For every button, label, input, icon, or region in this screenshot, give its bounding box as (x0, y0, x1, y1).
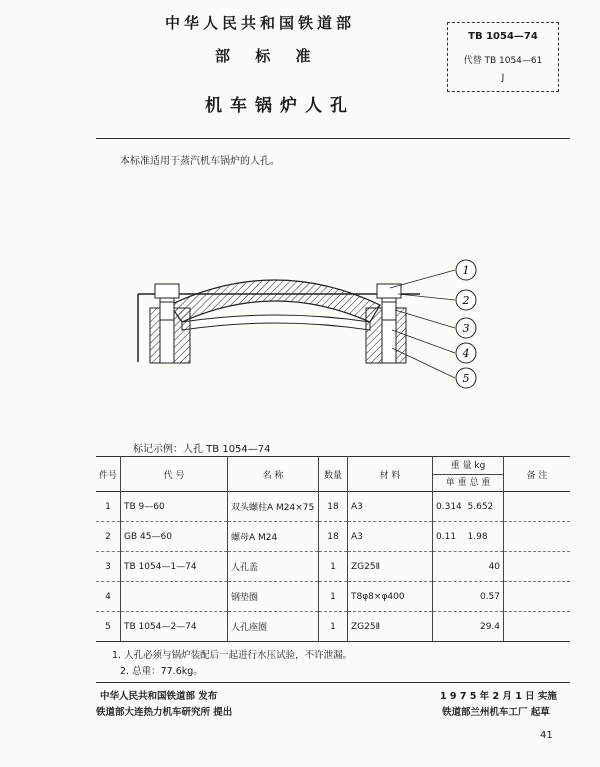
callout-1-label: 1 (462, 264, 470, 277)
proposer: 铁道部大连热力机车研究所 提出 (96, 707, 233, 718)
left-stud (160, 288, 174, 363)
cover-lip (182, 315, 370, 330)
scope-text: 本标准适用于蒸汽机车锅炉的人孔。 (120, 156, 280, 167)
callout-4-label: 4 (462, 347, 470, 360)
header-weight: 重 量 kg 单 重 总 重 (433, 457, 504, 492)
issue-date: 1 9 7 5 年 2 月 1 日 实施 (440, 691, 557, 702)
header-code: 代 号 (121, 457, 228, 492)
standard-code: TB 1054—74 (468, 31, 538, 42)
ministry-title: 中华人民共和国铁道部 (165, 14, 356, 32)
table-row: 3 TB 1054—1—74 人孔盖 1 ZG25Ⅱ 40 (96, 552, 570, 582)
note-1: 1. 人孔必须与锅炉装配后一起进行水压试验，不许泄漏。 (112, 650, 353, 661)
replaces-code: 代替 TB 1054—61 (463, 56, 543, 66)
callout-5-label: 5 (462, 372, 470, 385)
table-row: 5 TB 1054—2—74 人孔座圈 1 ZG25Ⅱ 29.4 (96, 612, 570, 642)
header-material: 材 料 (348, 457, 433, 492)
page-title: 机车锅炉人孔 (205, 96, 355, 116)
callout-2-label: 2 (462, 294, 470, 307)
marking-example: 标记示例：人孔 TB 1054—74 (133, 444, 271, 455)
drafter: 铁道部兰州机车工厂 起草 (442, 707, 550, 718)
header-rule (96, 138, 570, 139)
issuer: 中华人民共和国铁道部 发布 (100, 691, 218, 702)
page-number: 41 (540, 730, 553, 741)
table-header-row (96, 457, 570, 492)
table-row: 2 GB 45—60 螺母A M24 18 A3 0.11 1.98 (96, 522, 570, 552)
header-remark: 备 注 (504, 457, 570, 492)
header-unit-weight: 单 重 (445, 477, 467, 488)
parts-table (96, 456, 570, 642)
standard-code-box (447, 22, 559, 92)
header-no: 件号 (99, 470, 118, 481)
class-code: J (501, 73, 505, 83)
header-name: 名 称 (228, 457, 319, 492)
table-row: 1 TB 9—60 双头螺柱A M24×75 18 A3 0.314 5.652 (96, 492, 570, 522)
left-nut (155, 284, 179, 298)
header-qty: 数量 (319, 457, 348, 492)
standard-type: 部 标 准 (215, 47, 315, 65)
header-total-weight: 总 重 (469, 477, 491, 488)
right-stud (382, 288, 396, 363)
footer-rule (96, 682, 570, 683)
note-2: 2. 总重：77.6kg。 (120, 666, 203, 677)
table-row: 4 钢垫圈 1 T8φ8×φ400 0.57 (96, 582, 570, 612)
manhole-drawing (130, 250, 500, 400)
callout-3-label: 3 (462, 322, 470, 335)
